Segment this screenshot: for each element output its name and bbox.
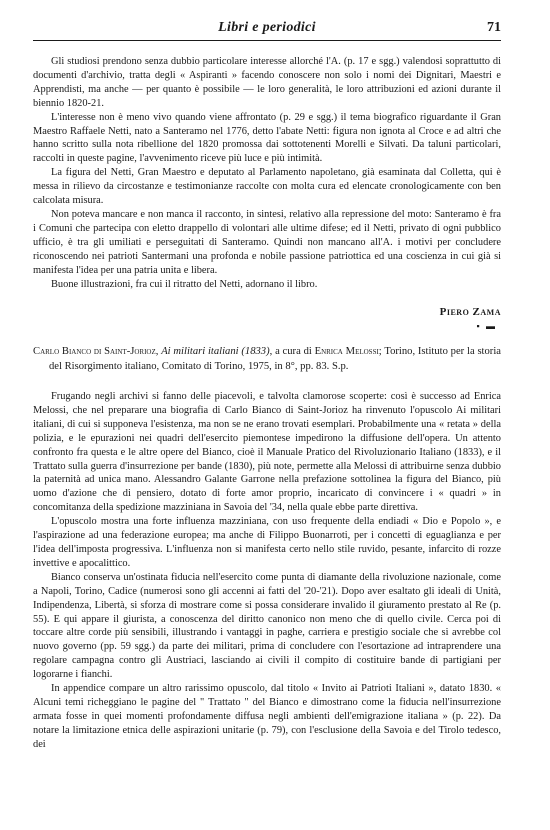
review2-paragraph-4: In appendice compare un altro rarissimo opuscolo, dal titolo « Invito ai Patrioti Italiani », datato 1830. « Alcuni temi richeggiano le pagine del " Trattato " del Bianco e dimostrano come la fiducia nell'insurrezione armata fosse in quei momenti profondamente diffusa negli ambienti dell'emigrazione italiana » (p. 22). Da notare la limitazione etnica delle aspirazioni unitarie (p. 79), con l'esclusione della Savoia e del Tirolo tedesco, dei (33, 683, 501, 750)
review-netti (33, 55, 501, 331)
review2-paragraph-2: L'opuscolo mostra una forte influenza mazziniana, con uso frequente della endiadi « Dio e Popolo », e l'aspirazione ad una federazione europea; ma anche di Filippo Buonarroti, per i concetti di eguaglianza e per l'idea dell'imposta progressiva. L'influenza non si manifesta certo nello stile ruvido, pesante, infarcito di rozze invettive e apocalittico. (33, 516, 501, 569)
review-bianco (33, 345, 501, 751)
review1-paragraph-1: Gli studiosi prendono senza dubbio particolare interesse allorché l'A. (p. 17 e sgg.) valendosi soprattutto di documenti d'archivio, tratta degli « Aspiranti » facendo conoscere non solo i nomi dei Dignitari, Maestri e Apprendisti, ma anche — per quanto è possibile — le loro generalità, le loro attribuzioni ed azioni durante il biennio 1820-21. (33, 56, 501, 109)
review2-paragraph-3: Bianco conserva un'ostinata fiducia nell'esercito come punta di diamante della rivoluzione nazionale, come a Napoli, Torino, Cadice (numerosi sono gli accenni ai fatti del '20-'21). Dopo aver esaltato gli ideali di Unità, Indipendenza, Libertà, si sforza di mostrare come si possa considerare invalido il giuramento prestato al Re (p. 55). E qui appare il giurista, a conoscenza del diritto canonico non meno che di quello civile. Cerca poi di toccare altre corde più sensibili, illustrando i vantaggi in paghe, carriera e prestigio sociale che si avrebbe col nuovo governo (pp. 59 sgg.) da parte dei militari, prima di concludere con l'esortazione ad intraprendere una regolare campagna contro gli Austriaci, lasciando ai civili il compito di costituire bande di partigiani per logorarne i fianchi. (33, 571, 501, 681)
entry-curator-prefix: , a cura di (269, 346, 315, 358)
review2-paragraph-1: Frugando negli archivi si fanno delle piacevoli, e talvolta clamorose scoperte: così è successo ad Enrica Melossi, che nel preparare una biografia di Carlo Bianco di Saint-Jorioz ha rinvenuto l'opuscolo Ai militari italiani, di cui si supponeva l'esistenza, ma non se ne erano trovati esemplari. Probabilmente una « retata » della polizia, e le epurazioni nei quadri dell'esercito piemontese impedirono la diffusione dell'opera. Un attento confronto fra questa e le altre opere del Bianco, cioè il Manuale Pratico del Rivoluzionario Italiano (1833), e il Trattato sulla guerra d'insurrezione per bande (1830), più note, permette alla Melossi di attribuirne senza dubbio la paternità ad unica mano. Alessandro Galante Garrone nella prefazione sottolinea la figura del Bianco, più uomo d'azione che di pensiero, dotato di forte amor proprio, incaricato di convincere i « quadri » in concomitanza della spedizione mazziniana in Savoia del '34, nella quale ebbe parte direttiva. (33, 391, 501, 514)
book-page (33, 20, 501, 752)
entry-title: Ai militari italiani (1833) (161, 346, 270, 358)
bibliographic-entry (33, 345, 501, 374)
page-number: 71 (487, 20, 501, 35)
review1-paragraph-5: Buone illustrazioni, fra cui il ritratto del Netti, adornano il libro. (51, 278, 318, 290)
running-head (33, 20, 501, 41)
entry-publication: Torino, Istituto per la storia del Risorgimento italiano, Comitato di Torino, 1975, in 8°, pp. 83. S.p. (49, 346, 501, 372)
review1-paragraph-3: La figura del Netti, Gran Maestro e deputato al Parlamento napoletano, già esaminata dal Colletta, qui è messa in rilievo da circostanze e testimonianze raccolte con molta cura ed elencate cronologicamente con ben calcolata misura. (33, 167, 501, 207)
section-end-ornament: ▪ ▬ (476, 321, 497, 332)
review1-paragraph-4: Non poteva mancare e non manca il racconto, in sintesi, relativo alla repressione del moto: Santeramo è fra i Comuni che partecipa con eletto drappello di volontari alle ultime difese; ed il Netti, privato di ogni pubblico ufficio, è tra gli umiliati e perseguitati di Santeramo. Quindi non mancano all'A. i motivi per concludere riconoscendo nei patrioti Santermani una profonda e nobile passione patriottica ed una coscienza in cui già si manifesta l'idea per una patria unita e libera. (33, 208, 501, 276)
reviewer-signature: Piero Zama (439, 306, 501, 319)
section-title: Libri e periodici (218, 20, 316, 35)
review1-paragraph-2: L'interesse non è meno vivo quando viene affrontato (p. 29 e sgg.) il tema biografico riguardante il Gran Maestro Raffaele Netti, nato a Santeramo nel 1776, detto l'abate Netti: figura non ignota al Croce e ad altri che hanno scritto sulla nota ribellione del 1820 promossa dai sottotenenti Morelli e Silvati. Da taluni particolari, raccolti in queste pagine, l'avvenimento riceve più luce e più intimità. (33, 111, 501, 165)
entry-curator: Enrica Melossi; (314, 346, 382, 358)
entry-author: Carlo Bianco di Saint-Jorioz, (33, 346, 159, 358)
